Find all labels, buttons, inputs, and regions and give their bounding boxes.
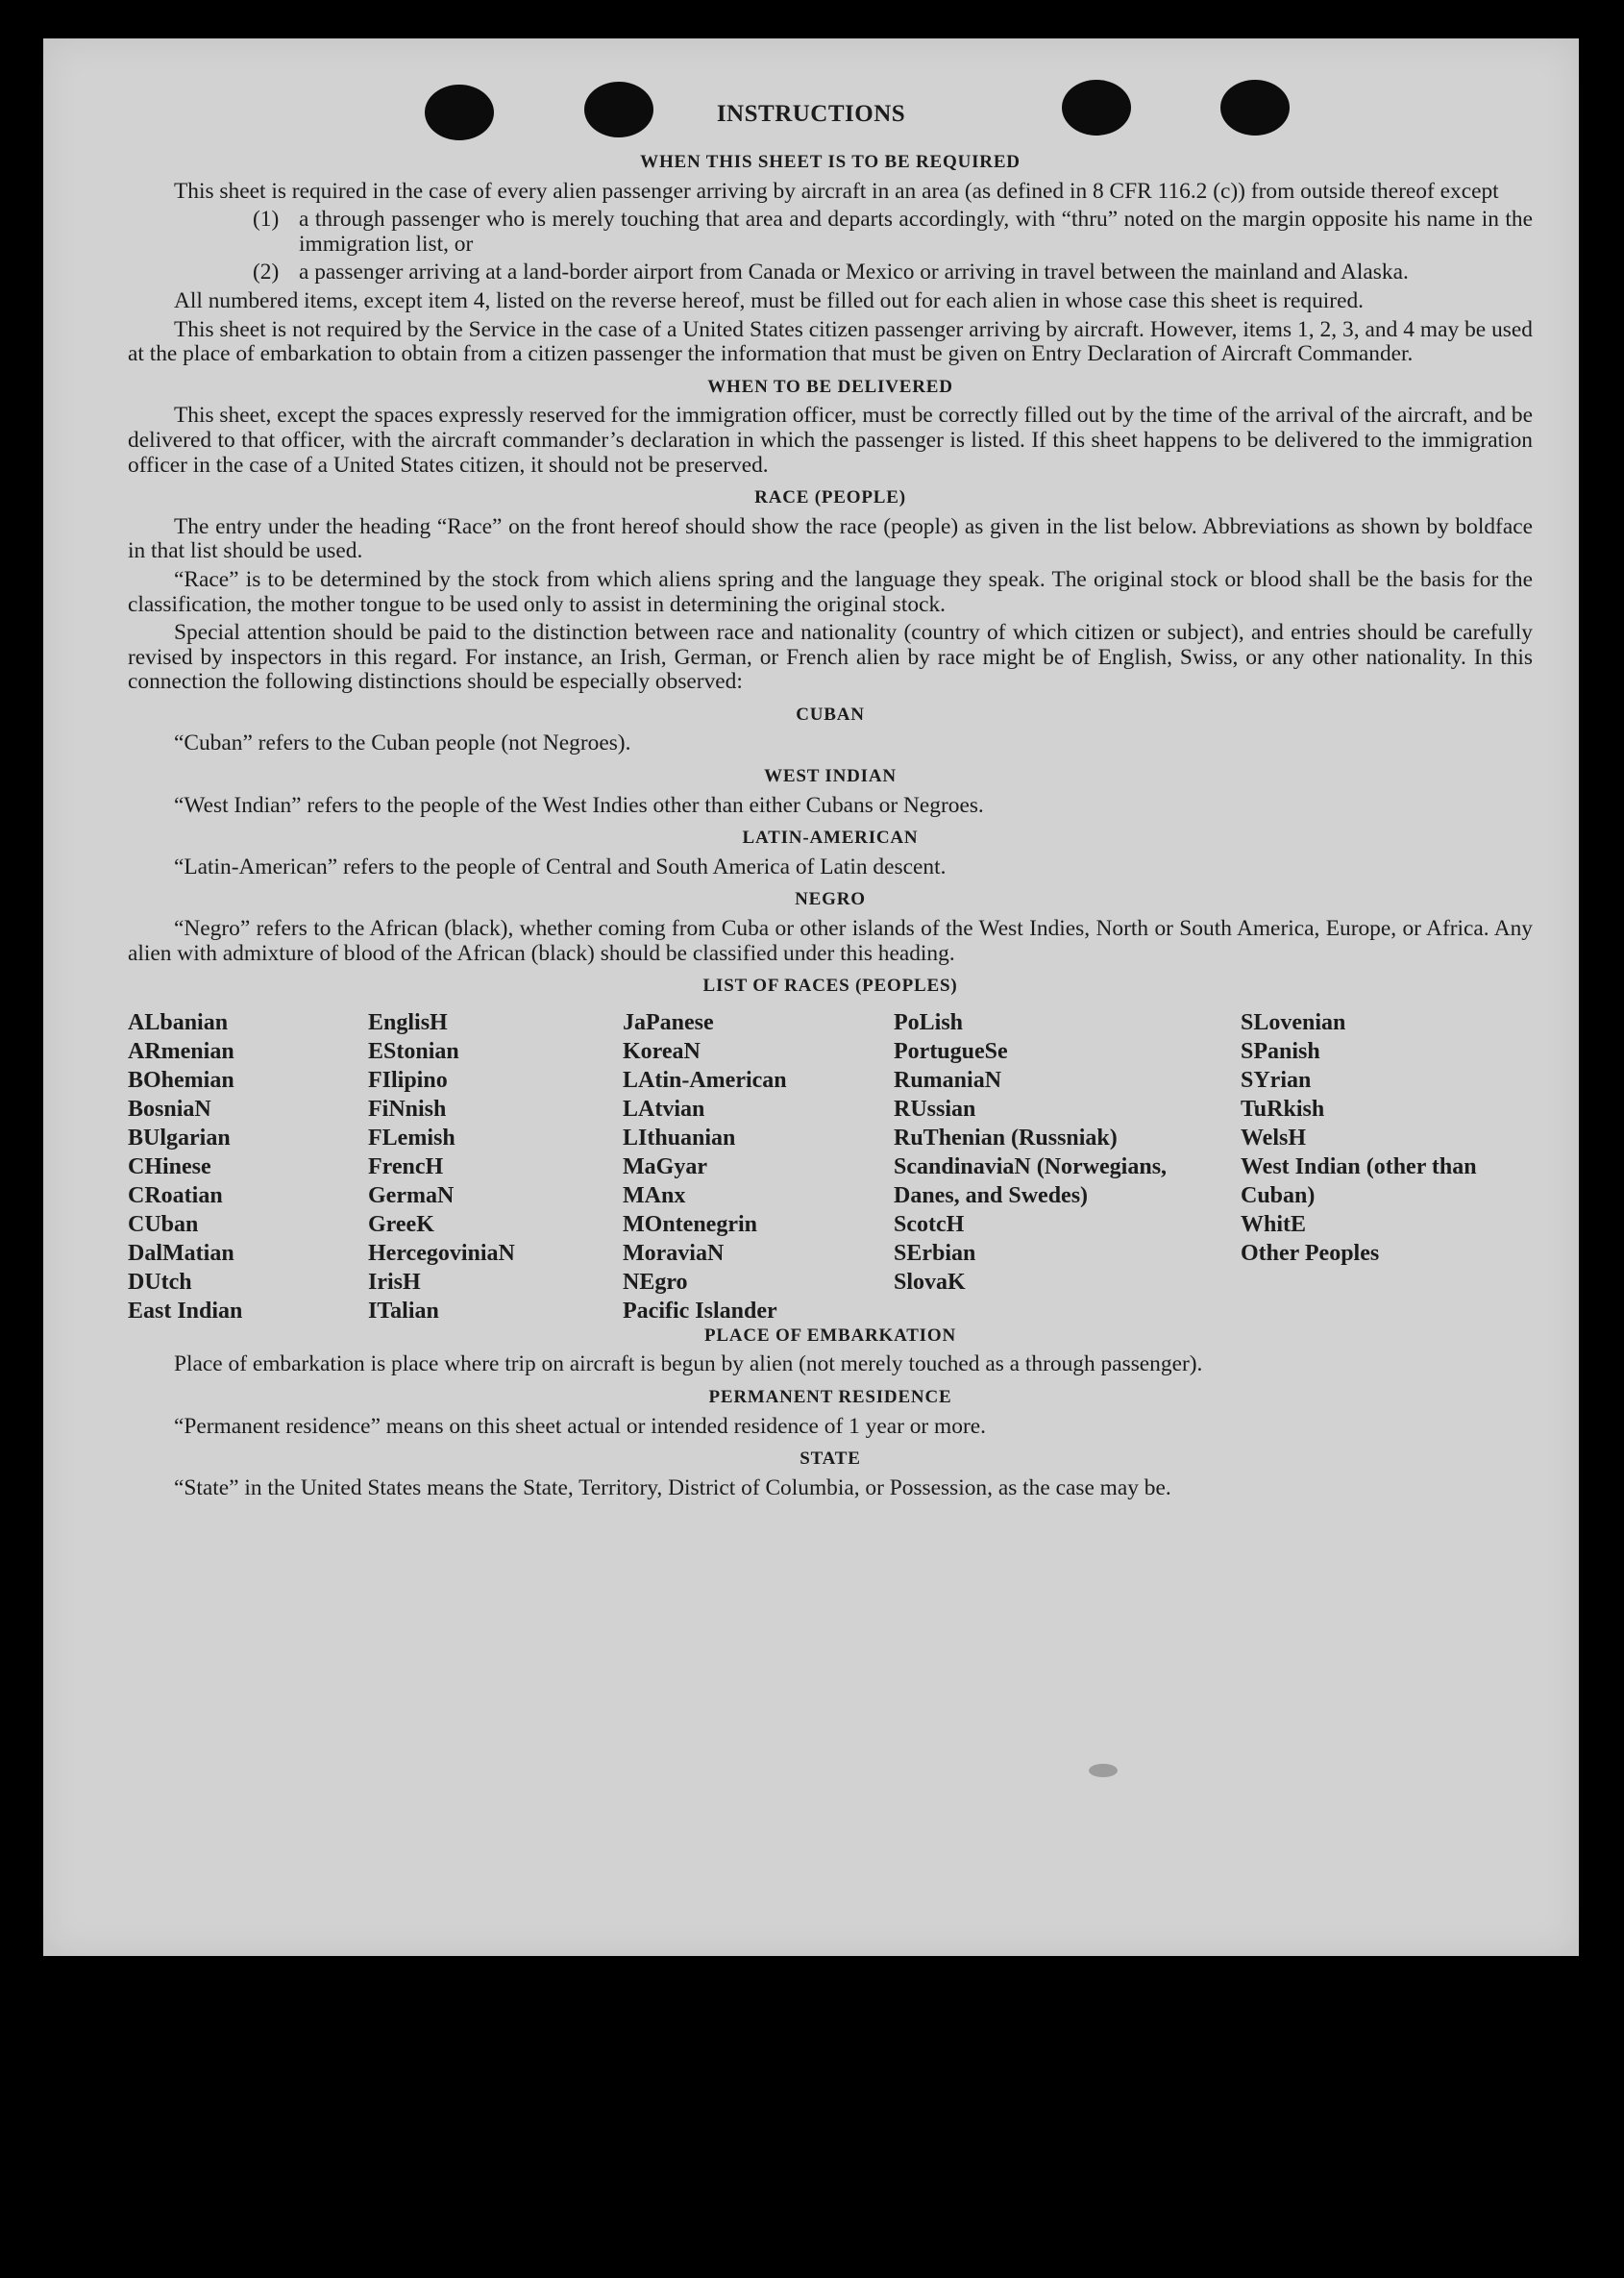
race-item: WhitE xyxy=(1241,1211,1307,1237)
race-item: EStonian xyxy=(368,1038,459,1064)
race-item: ITalian xyxy=(368,1298,439,1324)
race-item: LIthuanian xyxy=(623,1125,736,1151)
section-heading: CUBAN xyxy=(796,704,865,725)
race-item: FiNnish xyxy=(368,1096,447,1122)
race-item: MAnx xyxy=(623,1182,686,1208)
race-column xyxy=(623,1008,787,1325)
section-heading: WHEN TO BE DELIVERED xyxy=(707,376,953,397)
race-item: DalMatian xyxy=(128,1240,234,1266)
race-item: PoLish xyxy=(894,1009,964,1035)
race-item: Pacific Islander xyxy=(623,1298,777,1324)
race-item: BOhemian xyxy=(128,1067,234,1093)
race-item: BUlgarian xyxy=(128,1125,231,1151)
race-item: SPanish xyxy=(1241,1038,1320,1064)
section-heading: RACE (PEOPLE) xyxy=(754,487,906,508)
list-item xyxy=(128,260,1533,285)
ink-smudge xyxy=(1089,1764,1118,1777)
paragraph: “Race” is to be determined by the stock from which aliens spring and the language they speak. The original stock or blood shall be the basis for the classification, the mother tongue to be used only to assist in determining the original stock. xyxy=(128,566,1533,617)
race-item: FrencH xyxy=(368,1153,444,1179)
race-item: CRoatian xyxy=(128,1182,223,1208)
paragraph: “State” in the United States means the State, Territory, District of Columbia, or Possession, as the case may be. xyxy=(174,1474,1171,1500)
race-item: RuThenian (Russniak) xyxy=(894,1125,1118,1151)
race-item: West Indian (other than Cuban) xyxy=(1241,1153,1477,1208)
race-item: SErbian xyxy=(894,1240,976,1266)
item-text: a passenger arriving at a land-border airport from Canada or Mexico or arriving in travel between the mainland and Alaska. xyxy=(299,260,1409,285)
section-heading: WHEN THIS SHEET IS TO BE REQUIRED xyxy=(640,152,1021,172)
paragraph: The entry under the heading “Race” on the front hereof should show the race (people) as given in the list below. Abbreviations as shown by boldface in that list should be used. xyxy=(128,513,1533,564)
item-number: (1) xyxy=(253,207,280,233)
race-item: IrisH xyxy=(368,1269,421,1295)
race-item: RumaniaN xyxy=(894,1067,1002,1093)
race-item: GreeK xyxy=(368,1211,434,1237)
paragraph: “Permanent residence” means on this sheet actual or intended residence of 1 year or more. xyxy=(174,1413,986,1439)
race-column xyxy=(128,1008,242,1325)
instructions-body xyxy=(128,142,1533,1504)
race-item: GermaN xyxy=(368,1182,455,1208)
race-item: FLemish xyxy=(368,1125,455,1151)
section-heading: LIST OF RACES (PEOPLES) xyxy=(702,976,958,997)
race-item: DUtch xyxy=(128,1269,192,1295)
section-heading: LATIN-AMERICAN xyxy=(742,828,919,849)
race-item: ALbanian xyxy=(128,1009,229,1035)
race-item: SLovenian xyxy=(1241,1009,1346,1035)
race-column xyxy=(894,1008,1182,1297)
race-item: JaPanese xyxy=(623,1009,714,1035)
race-item: LAtin-American xyxy=(623,1067,787,1093)
race-item: LAtvian xyxy=(623,1096,705,1122)
paragraph: Special attention should be paid to the distinction between race and nationality (country of which citizen or subject), and entries should be carefully revised by inspectors in this regard. For instance, an Irish, German, or French alien by race might be of English, Swiss, or any other nationality. In this connection the following distinctions should be especially observed: xyxy=(128,620,1533,695)
item-number: (2) xyxy=(253,260,280,285)
race-item: Other Peoples xyxy=(1241,1240,1380,1266)
paragraph: “Latin-American” refers to the people of Central and South America of Latin descent. xyxy=(174,854,947,879)
paragraph: This sheet is not required by the Service in the case of a United States citizen passenger arriving by aircraft. However, items 1, 2, 3, and 4 may be used at the place of embarkation to obtain from a citizen passenger the information that must be given on Entry Declaration of Aircraft Commander. xyxy=(128,316,1533,367)
race-item: NEgro xyxy=(623,1269,688,1295)
race-item: MOntenegrin xyxy=(623,1211,757,1237)
section-heading: WEST INDIAN xyxy=(764,766,897,787)
race-column xyxy=(368,1008,515,1325)
race-item: EnglisH xyxy=(368,1009,448,1035)
race-item: RUssian xyxy=(894,1096,976,1122)
page-title: INSTRUCTIONS xyxy=(716,101,906,127)
race-item: HercegoviniaN xyxy=(368,1240,515,1266)
document-page xyxy=(43,38,1579,1956)
race-item: FIlipino xyxy=(368,1067,448,1093)
race-column xyxy=(1241,1008,1529,1268)
race-item: CHinese xyxy=(128,1153,211,1179)
section-heading: NEGRO xyxy=(795,889,866,910)
item-text: a through passenger who is merely touching that area and departs accordingly, with “thru” noted on the margin opposite his name in the immigration list, or xyxy=(299,207,1533,257)
race-item: BosniaN xyxy=(128,1096,211,1122)
section-heading: PLACE OF EMBARKATION xyxy=(704,1325,956,1346)
race-item: ARmenian xyxy=(128,1038,234,1064)
list-item xyxy=(128,208,1533,257)
race-item: PortugueSe xyxy=(894,1038,1008,1064)
race-item: SYrian xyxy=(1241,1067,1312,1093)
paragraph: “Cuban” refers to the Cuban people (not Negroes). xyxy=(174,730,631,756)
paragraph: This sheet, except the spaces expressly reserved for the immigration officer, must be correctly filled out by the time of the arrival of the aircraft, and be delivered to that officer, with the aircraft commander’s declaration in which the passenger is listed. If this sheet happens to be delivered to the immigration officer in the case of a United States citizen, it should not be preserved. xyxy=(128,403,1533,478)
paragraph: “Negro” refers to the African (black), whether coming from Cuba or other islands of the West Indies, North or South America, Europe, or Africa. Any alien with admixture of blood of the African (black) should be classified under this heading. xyxy=(128,916,1533,966)
paragraph: This sheet is required in the case of every alien passenger arriving by aircraft in an area (as defined in 8 CFR 116.2 (c)) from outside thereof except xyxy=(174,178,1499,204)
race-item: SlovaK xyxy=(894,1269,966,1295)
race-item: ScandinaviaN (Norwegians, Danes, and Swedes) xyxy=(894,1153,1168,1208)
paragraph: All numbered items, except item 4, listed on the reverse hereof, must be filled out for each alien in whose case this sheet is required. xyxy=(174,287,1365,313)
race-list xyxy=(128,1008,1533,1324)
race-item: CUban xyxy=(128,1211,199,1237)
race-item: WelsH xyxy=(1241,1125,1307,1151)
race-item: KoreaN xyxy=(623,1038,701,1064)
race-item: ScotcH xyxy=(894,1211,965,1237)
paragraph: Place of embarkation is place where trip on aircraft is begun by alien (not merely touched as a through passenger). xyxy=(174,1351,1203,1377)
race-item: East Indian xyxy=(128,1298,243,1324)
race-item: MaGyar xyxy=(623,1153,707,1179)
section-heading: STATE xyxy=(800,1449,861,1470)
race-item: MoraviaN xyxy=(623,1240,725,1266)
paragraph: “West Indian” refers to the people of the West Indies other than either Cubans or Negroes. xyxy=(174,792,984,818)
section-heading: PERMANENT RESIDENCE xyxy=(708,1387,952,1407)
race-item: TuRkish xyxy=(1241,1096,1325,1122)
